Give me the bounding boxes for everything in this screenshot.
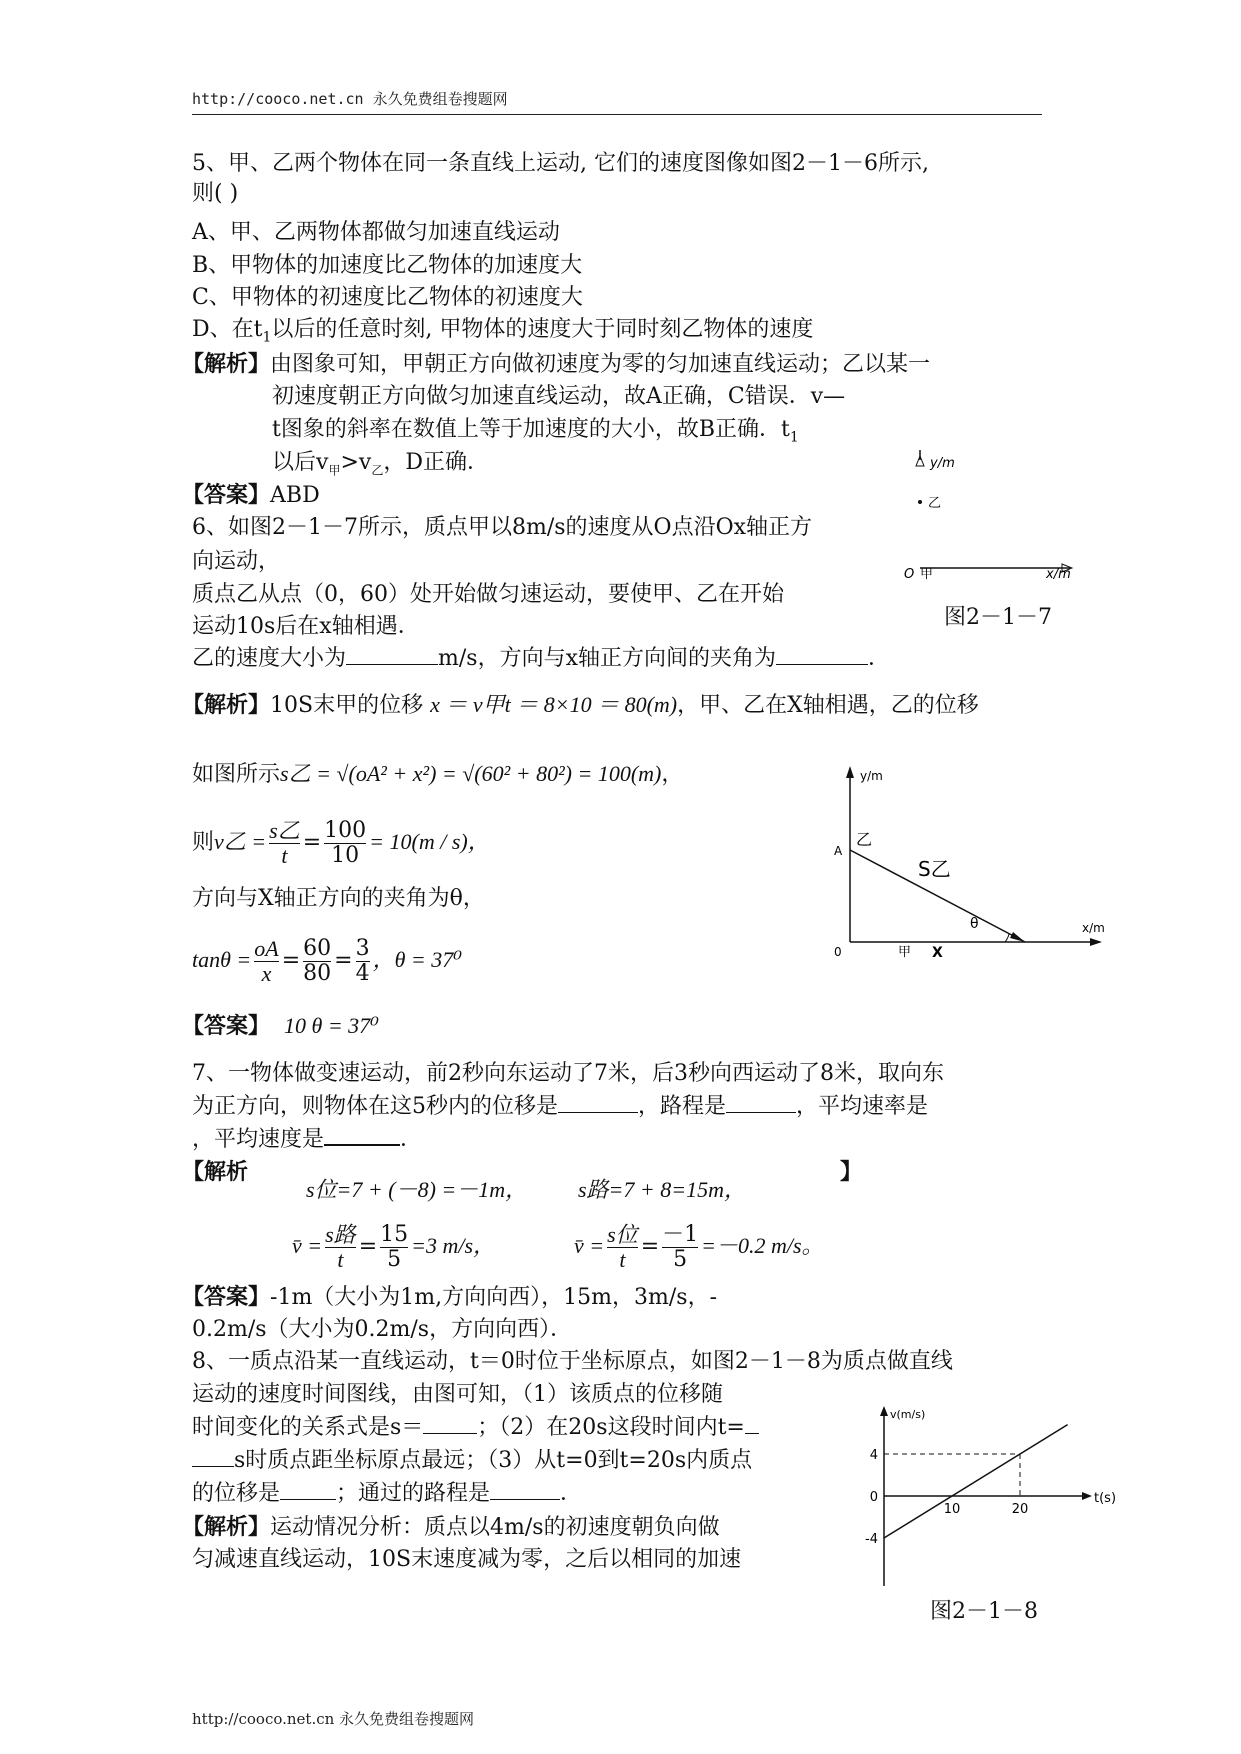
- chart-y-label: v(m/s): [890, 1408, 926, 1421]
- velocity-series-line: [884, 1425, 1068, 1538]
- q8-stem-1: 8、一质点沿某一直线运动，t＝0时位于坐标原点，如图2－1－8为质点做直线: [192, 1349, 953, 1374]
- fig1-origin: O: [904, 567, 915, 580]
- q7-eq-2: s路=7 + 8=15m，: [578, 1177, 746, 1202]
- x-tick-label: 10: [943, 1502, 961, 1517]
- fig2-origin: 0: [834, 945, 842, 959]
- x-arrow-icon: [1082, 1492, 1092, 1500]
- q6-analysis-4: 方向与X轴正方向的夹角为θ，: [192, 886, 485, 911]
- figure-2-1-7: [890, 450, 1090, 580]
- q6-analysis-5: tanθ = $\frac{oA}{x}$ = $\frac{60}{80}$ = $\frac{3}{4}$ ，θ = 37⁰: [192, 935, 463, 986]
- fig1-x-label: x/m: [1046, 567, 1071, 580]
- fig1-jia: 甲: [920, 567, 934, 580]
- q8-stem-3: 时间变化的关系式是s＝ ；（2）在20s这段时间内t=: [192, 1414, 759, 1442]
- q6-analysis-2: 如图所示s乙 = √(oA² + x²) = √(60² + 80²) = 100(m)，: [192, 761, 684, 787]
- y-arrow-icon: [880, 1406, 888, 1416]
- q5-answer: 【答案】ABD: [182, 482, 320, 508]
- chart-x-label: t(s): [1094, 1491, 1117, 1506]
- q5-option-d: D、在$t_1$以后的任意时刻, 甲物体的速度大于同时刻乙物体的速度: [192, 317, 814, 346]
- fig2-x: X: [932, 945, 943, 960]
- q7-eq-1: s位=7 + (－8) =－1m，: [306, 1177, 528, 1202]
- y-tick-label: 4: [869, 1448, 878, 1463]
- q7-answer-2: 0.2m/s（大小为0.2m/s，方向向西）．: [192, 1317, 573, 1342]
- q7-eq-4: v̄ = $\frac{\text{s位}}{t}$ = $\frac{-1}{5}$ =－0.2 m/s。: [574, 1221, 824, 1272]
- displacement-arrow-icon: [1010, 932, 1025, 942]
- q7-analysis-close: 】: [840, 1159, 863, 1185]
- q6-stem-4: 运动10s后在x轴相遇．: [192, 614, 420, 639]
- y-tick-label: -4: [865, 1532, 878, 1547]
- q7-stem-1: 7、一物体做变速运动，前2秒向东运动了7米，后3秒向西运动了8米，取向东: [192, 1061, 944, 1086]
- fig2-a: A: [834, 844, 843, 858]
- fig2-s: S乙: [918, 857, 951, 881]
- q5-option-a: A、甲、乙两物体都做匀加速直线运动: [192, 220, 560, 245]
- page-header: http://cooco.net.cn 永久免费组卷搜题网: [192, 90, 508, 108]
- q5-analysis-3: t图象的斜率在数值上等于加速度的大小，故B正确．$t_1$: [272, 417, 799, 446]
- angle-arc: [1005, 934, 1009, 942]
- q6-answer: 【答案】 10 θ = 37⁰: [182, 1013, 379, 1039]
- q5-analysis-4: 以后$v_甲>v_乙$，D正确．: [272, 450, 489, 478]
- fig2-y-label: y/m: [860, 769, 883, 783]
- q6-stem-5: 乙的速度大小为 m/s，方向与x轴正方向间的夹角为 ．: [192, 646, 891, 671]
- q5-option-b: B、甲物体的加速度比乙物体的加速度大: [192, 253, 583, 278]
- q5-analysis-1: 【解析】由图象可知，甲朝正方向做初速度为零的匀加速直线运动；乙以某一: [182, 351, 931, 377]
- q8-stem-4: s时质点距坐标原点最远；（3）从t=0到t=20s内质点: [192, 1447, 752, 1475]
- q5-stem-1: 5、甲、乙两个物体在同一条直线上运动, 它们的速度图像如图2－1－6所示,: [192, 151, 929, 176]
- fig1-yi: 乙: [928, 496, 942, 511]
- q7-stem-3: ，平均速度是 ．: [192, 1127, 423, 1152]
- q7-eq-3: v̄ = $\frac{\text{s路}}{t}$ = $\frac{15}{5}$ =3 m/s，: [292, 1221, 496, 1272]
- fig2-x-label: x/m: [1082, 921, 1105, 935]
- q5-analysis-2: 初速度朝正方向做匀加速直线运动，故A正确，C错误．v—: [272, 384, 846, 409]
- page-footer: http://cooco.net.cn 永久免费组卷搜题网: [192, 1710, 475, 1728]
- q6-stem-2: 向运动，: [192, 549, 281, 574]
- fig2-jia: 甲: [898, 945, 912, 960]
- fig-2-1-7-caption: 图2－1－7: [944, 605, 1052, 630]
- q7-stem-2: 为正方向，则物体在这5秒内的位移是 ，路程是 ，平均速率是: [192, 1094, 929, 1119]
- q8-stem-2: 运动的速度时间图线，由图可知，（1）该质点的位移随: [192, 1382, 723, 1407]
- y-arrow-icon: [846, 766, 854, 778]
- header-rule: [192, 114, 1042, 115]
- q7-answer-1: 【答案】-1m（大小为1m,方向向西），15m，3m/s，-: [182, 1284, 718, 1310]
- fig-2-1-8-caption: 图2－1－8: [930, 1599, 1038, 1624]
- q5-option-c: C、甲物体的初速度比乙物体的初速度大: [192, 285, 583, 310]
- fig2-theta: θ: [970, 916, 979, 932]
- figure-q6-triangle: [820, 760, 1120, 960]
- x-arrow-icon: [1090, 938, 1102, 946]
- q5-stem-2: 则( ): [192, 181, 239, 206]
- fig1-y-label: y/m: [930, 456, 955, 471]
- point-yi: [918, 500, 922, 504]
- q6-analysis-1: 【解析】10S末甲的位移 x ＝ v甲t ＝ 8×10 ＝ 80(m)，甲、乙在X轴相遇，乙的位移: [182, 692, 979, 718]
- q6-stem-3: 质点乙从点（0，60）处开始做匀速运动，要使甲、乙在开始: [192, 582, 784, 607]
- q8-stem-5: 的位移是 ；通过的路程是 ．: [192, 1481, 583, 1506]
- figure-2-1-8-chart: [832, 1400, 1132, 1590]
- q6-stem-1: 6、如图2－1－7所示，质点甲以8m/s的速度从O点沿Ox轴正方: [192, 515, 813, 540]
- q6-analysis-3: 则v乙 = $\frac{\text{s乙}}{t}$ = $\frac{100}{10}$ = 10(m / s)，: [192, 817, 490, 868]
- y-tick-label: 0: [869, 1490, 878, 1505]
- q7-analysis-label: 【解析: [182, 1159, 249, 1185]
- fig2-yi: 乙: [856, 830, 873, 849]
- x-tick-label: 20: [1011, 1502, 1029, 1517]
- q8-analysis-1: 【解析】运动情况分析：质点以4m/s的初速度朝负向做: [182, 1514, 720, 1540]
- q8-analysis-2: 匀减速直线运动，10S末速度减为零，之后以相同的加速: [192, 1547, 742, 1572]
